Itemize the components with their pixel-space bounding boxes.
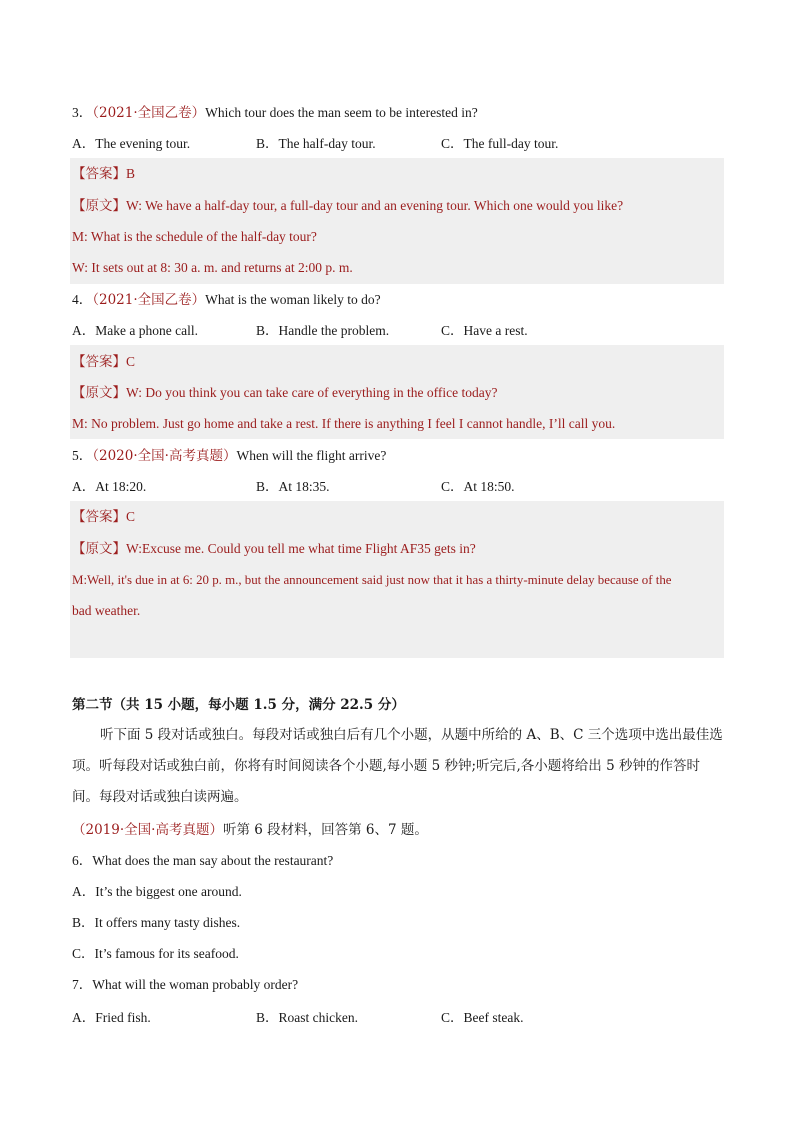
script-label: 【原文】	[72, 198, 126, 214]
question-number: 5．	[72, 448, 93, 463]
option-a: A．At 18:20.	[72, 479, 147, 494]
question-text: What is the woman likely to do?	[205, 292, 381, 307]
option-b: B．At 18:35.	[256, 479, 330, 494]
question-source: （2021·全国乙卷）	[92, 105, 206, 121]
script-text: W: We have a half-day tour, a full-day tour and an evening tour. Which one would you like?	[126, 198, 624, 213]
option-b: B．Handle the problem.	[256, 323, 390, 338]
material-line	[72, 821, 428, 839]
script-line	[72, 540, 476, 558]
question-number: 6．	[72, 853, 93, 868]
material-text: 听第 6 段材料，回答第 6、7 题。	[222, 822, 428, 838]
script-line: M: What is the schedule of the half-day tour?	[72, 229, 317, 244]
answer-value: B	[126, 166, 136, 181]
question-7	[72, 976, 298, 994]
option-c: C．The full-day tour.	[441, 136, 559, 151]
material-source: （2019·全国·高考真题）	[72, 822, 223, 838]
script-line: M: No problem. Just go home and take a rest. If there is anything I feel I cannot handle, I’ll call you.	[72, 416, 616, 431]
answer-line	[72, 353, 135, 371]
script-line: bad weather.	[72, 603, 141, 618]
option-c: C．At 18:50.	[441, 479, 515, 494]
option-b: B．The half-day tour.	[256, 136, 376, 151]
option-b: B．It offers many tasty dishes.	[72, 915, 241, 930]
option-c: C．It’s famous for its seafood.	[72, 946, 239, 961]
question-source: （2021·全国乙卷）	[92, 292, 206, 308]
option-a: A．Fried fish.	[72, 1010, 151, 1025]
script-text: W:Excuse me. Could you tell me what time Flight AF35 gets in?	[126, 541, 476, 556]
answer-label: 【答案】	[72, 354, 126, 370]
question-number: 4．	[72, 292, 93, 307]
answer-label: 【答案】	[72, 166, 126, 182]
script-label: 【原文】	[72, 385, 126, 401]
script-line: W: It sets out at 8: 30 a. m. and returns at 2:00 p. m.	[72, 260, 353, 275]
section-instructions: 听下面 5 段对话或独白。每段对话或独白后有几个小题，从题中所给的 A、B、C 三个选项中选出最佳选项。听每段对话或独白前，你将有时间阅读各个小题,每小题 5 秒钟;听完后,各小题将给出 5 秒钟的作答时间。每段对话或独白读两遍。	[72, 727, 723, 805]
script-label: 【原文】	[72, 541, 126, 557]
question-5	[72, 447, 386, 465]
question-number: 7．	[72, 977, 93, 992]
answer-value: C	[126, 354, 136, 369]
answer-line	[72, 508, 135, 526]
question-text: When will the flight arrive?	[236, 448, 387, 463]
script-text: W: Do you think you can take care of everything in the office today?	[126, 385, 498, 400]
script-line: M:Well, it's due in at 6: 20 p. m., but the announcement said just now that it has a thirty-minute delay because of the	[72, 573, 672, 587]
answer-label: 【答案】	[72, 509, 126, 525]
question-3	[72, 104, 478, 122]
question-4	[72, 291, 381, 309]
script-line	[72, 197, 623, 215]
answer-line	[72, 165, 135, 183]
option-b: B．Roast chicken.	[256, 1010, 358, 1025]
section-heading: 第二节（共 15 小题，每小题 1.5 分，满分 22.5 分）	[72, 697, 405, 713]
question-6	[72, 852, 333, 870]
question-text: Which tour does the man seem to be interested in?	[205, 105, 478, 120]
option-c: C．Beef steak.	[441, 1010, 524, 1025]
question-number: 3．	[72, 105, 93, 120]
question-source: （2020·全国·高考真题）	[92, 448, 237, 464]
answer-value: C	[126, 509, 136, 524]
option-c: C．Have a rest.	[441, 323, 528, 338]
script-line	[72, 384, 498, 402]
option-a: A．Make a phone call.	[72, 323, 198, 338]
question-text: What will the woman probably order?	[92, 977, 299, 992]
option-a: A．The evening tour.	[72, 136, 191, 151]
option-a: A．It’s the biggest one around.	[72, 884, 242, 899]
question-text: What does the man say about the restaurant?	[92, 853, 334, 868]
